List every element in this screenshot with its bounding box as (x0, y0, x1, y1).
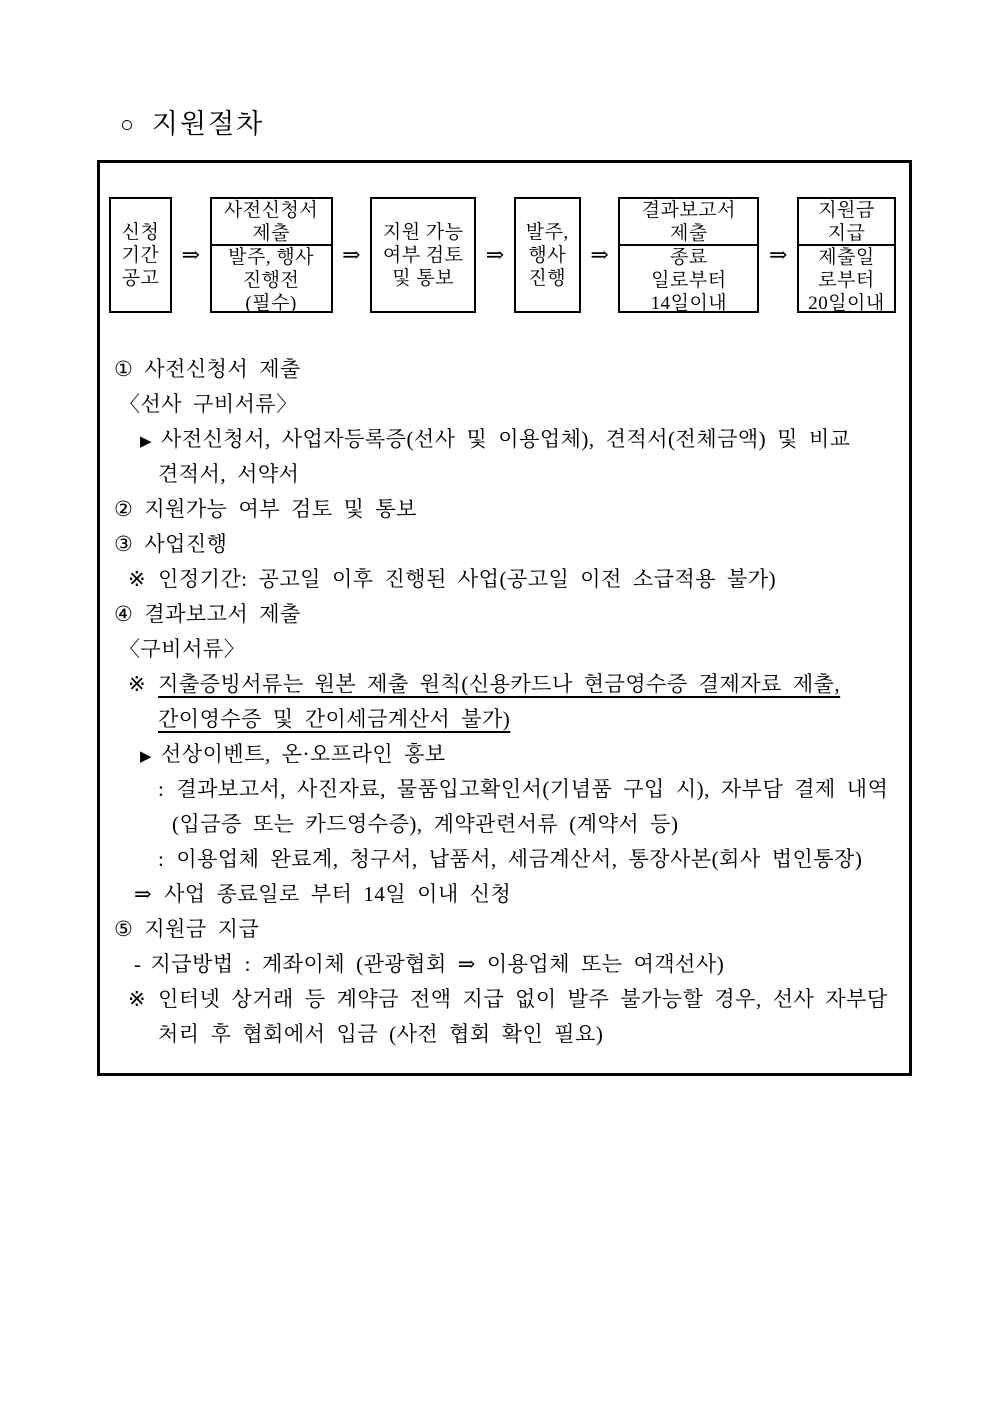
detail-line-docs-header2 (100, 632, 909, 667)
flow-step-line: 제출 (252, 222, 290, 244)
detail-line-note-original-cont (100, 702, 909, 737)
line-text: 인터넷 상거래 등 계약금 전액 지급 없이 발주 불가능할 경우, 선사 자부담 (158, 987, 888, 1011)
detail-line-vendor-docs (100, 842, 909, 877)
line-text: 〈구비서류〉 (119, 637, 246, 661)
detail-line-event-promo (100, 737, 909, 772)
detail-line-step4 (100, 597, 909, 632)
line-marker: ⑤ (114, 917, 134, 941)
flow-step-line: 진행 (528, 267, 567, 289)
flow-step-line: 지원금 (818, 199, 875, 221)
flow-step-line: 공고 (121, 267, 160, 289)
flow-step-line: 14일이내 (650, 293, 728, 314)
detail-line-note-period (100, 562, 909, 597)
line-marker: ④ (114, 602, 134, 626)
line-text: 결과보고서 제출 (144, 602, 301, 626)
flow-step-line: (필수) (245, 293, 297, 314)
flow-step-top (212, 199, 331, 246)
line-text: 선상이벤트, 온·오프라인 홍보 (161, 742, 446, 766)
procedure-details (100, 352, 909, 1052)
line-text: 사전신청서 제출 (144, 357, 301, 381)
flow-step-line: 진행전 (242, 270, 300, 291)
flow-step-bottom (799, 246, 894, 315)
flow-step-grant-payment (797, 197, 896, 313)
line-text: 사전신청서, 사업자등록증(선사 및 이용업체), 견적서(전체금액) 및 비교 (161, 427, 851, 451)
flow-arrow-icon: ⇒ (342, 242, 361, 267)
line-marker: - (134, 952, 142, 976)
flow-step-line: 기간 (121, 244, 160, 266)
detail-line-note-original (100, 667, 909, 702)
flow-step-application-period (109, 197, 172, 313)
triangle-bullet-icon: ▶ (140, 749, 153, 765)
flow-step-line: 일로부터 (651, 270, 727, 291)
detail-line-report-docs-cont (100, 807, 909, 842)
flow-step-line: 지급 (827, 222, 866, 244)
flow-step-review-notify (370, 197, 476, 313)
double-arrow-icon: ⇒ (134, 882, 153, 906)
detail-line-step1 (100, 352, 909, 387)
flow-step-line: 제출일 (818, 247, 875, 268)
flow-step-event-progress (514, 197, 581, 313)
detail-line-step5 (100, 912, 909, 947)
detail-line-step2 (100, 492, 909, 527)
page-title-text: 지원절차 (151, 109, 265, 139)
flow-step-line: 결과보고서 (641, 199, 737, 221)
flow-step-line: 제출 (670, 222, 708, 244)
page-title (120, 110, 264, 140)
flow-arrow-icon: ⇒ (181, 242, 201, 267)
line-text: 견적서, 서약서 (158, 462, 300, 486)
line-text: 사업 종료일로 부터 14일 이내 신청 (164, 882, 512, 906)
flow-step-pre-application (210, 197, 333, 313)
line-marker: : (158, 847, 165, 871)
line-marker: ① (114, 357, 134, 381)
flow-step-bottom (212, 246, 331, 315)
flowchart (109, 197, 896, 313)
flow-step-line: 발주, (525, 221, 569, 243)
reference-mark-icon: ※ (128, 987, 147, 1011)
flow-step-line: 신청 (121, 221, 160, 243)
line-text: 인정기간: 공고일 이후 진행된 사업(공고일 이전 소급적용 불가) (158, 567, 777, 591)
detail-line-deadline (100, 877, 909, 912)
flow-step-line: 종료 (670, 247, 708, 268)
line-marker: ② (114, 497, 134, 521)
detail-line-docs-list-cont (100, 457, 909, 492)
flow-arrow-icon: ⇒ (590, 242, 609, 267)
detail-line-report-docs (100, 772, 909, 807)
reference-mark-icon: ※ (128, 567, 147, 591)
detail-line-payment-method (100, 947, 909, 982)
detail-line-step3 (100, 527, 909, 562)
line-text-underlined: 간이영수증 및 간이세금계산서 불가) (158, 707, 511, 731)
title-bullet-icon: ○ (120, 112, 136, 138)
line-text: (입금증 또는 카드영수증), 계약관련서류 (계약서 등) (172, 812, 679, 836)
detail-line-docs-list (100, 422, 909, 457)
line-text: 지원금 지급 (144, 917, 260, 941)
line-text: 지급방법 : 계좌이체 (관광협회 ⇒ 이용업체 또는 여객선사) (150, 952, 725, 976)
flow-step-line: 사전신청서 (223, 199, 319, 221)
line-marker: ③ (114, 532, 134, 556)
flow-step-result-report (618, 197, 759, 313)
flow-step-top (620, 199, 757, 246)
detail-line-docs-header (100, 387, 909, 422)
line-text: 이용업체 완료계, 청구서, 납품서, 세금계산서, 통장사본(회사 법인통장) (176, 847, 863, 871)
flow-step-line: 20일이내 (808, 293, 885, 314)
flow-step-top (799, 199, 894, 246)
triangle-bullet-icon: ▶ (140, 434, 153, 450)
reference-mark-icon: ※ (128, 672, 147, 696)
detail-line-note-internet-cont (100, 1017, 909, 1052)
flow-step-line: 여부 검토 (382, 244, 464, 266)
line-text: 사업진행 (144, 532, 228, 556)
line-text: 지원가능 여부 검토 및 통보 (144, 497, 417, 521)
detail-line-note-internet (100, 982, 909, 1017)
flow-arrow-icon: ⇒ (768, 242, 788, 267)
line-text: 결과보고서, 사진자료, 물품입고확인서(기념품 구입 시), 자부담 결제 내역 (176, 777, 889, 801)
flow-step-line: 행사 (528, 244, 567, 266)
flow-step-line: 지원 가능 (382, 221, 464, 243)
line-text: 처리 후 협회에서 입금 (사전 협회 확인 필요) (158, 1022, 604, 1046)
flow-step-line: 발주, 행사 (228, 247, 315, 268)
flow-step-line: 및 통보 (392, 267, 455, 289)
flow-step-line: 로부터 (818, 270, 875, 291)
line-text-underlined: 지출증빙서류는 원본 제출 원칙(신용카드나 현금영수증 결제자료 제출, (158, 672, 841, 696)
line-text: 〈선사 구비서류〉 (119, 392, 298, 416)
procedure-box (97, 160, 912, 1076)
line-marker: : (158, 777, 165, 801)
flow-step-bottom (620, 246, 757, 315)
flow-arrow-icon: ⇒ (485, 242, 505, 267)
